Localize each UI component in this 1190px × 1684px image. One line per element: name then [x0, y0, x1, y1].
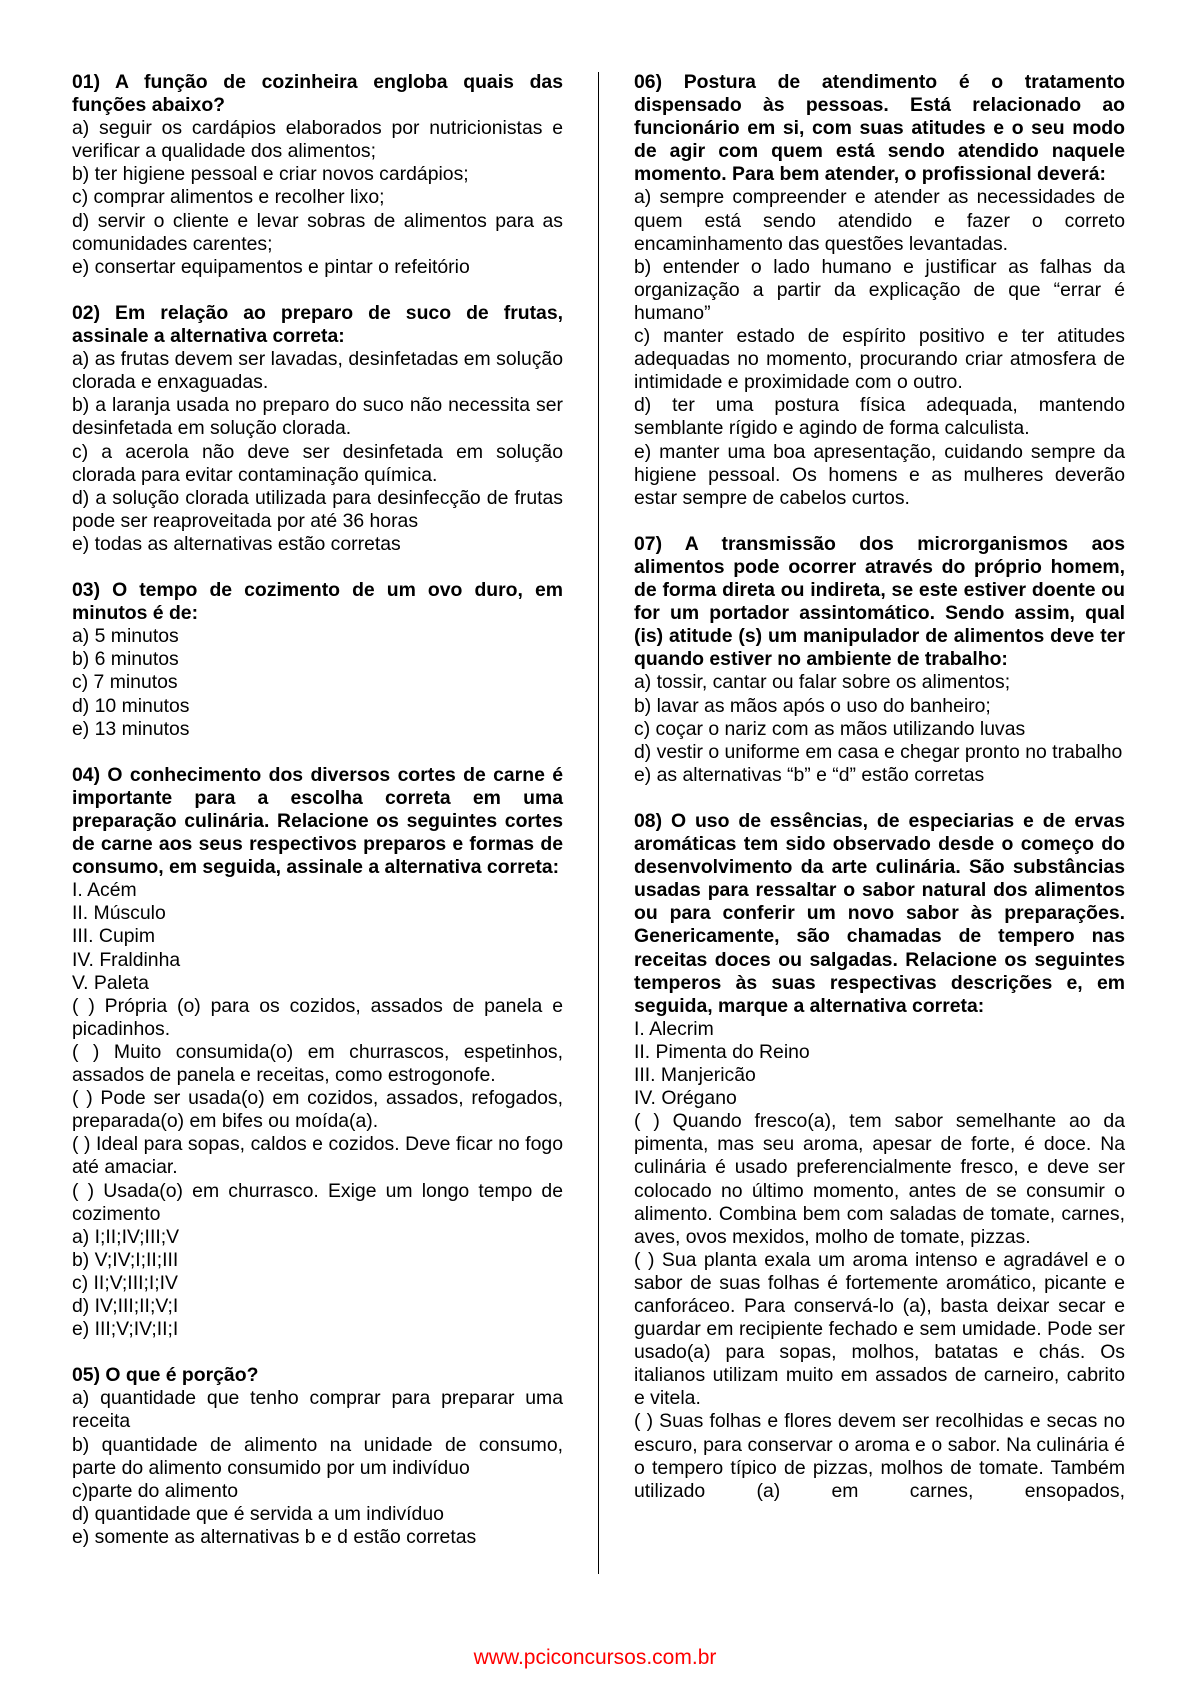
answer-line: a) as frutas devem ser lavadas, desinfetadas em solução clorada e enxaguadas.: [72, 348, 563, 394]
answer-line: ( ) Usada(o) em churrasco. Exige um longo tempo de cozimento: [72, 1179, 563, 1225]
answer-line: b) 6 minutos: [72, 648, 179, 671]
answer-line: a) quantidade que tenho comprar para preparar uma receita: [72, 1387, 563, 1433]
answer-line: c) coçar o nariz com as mãos utilizando luvas: [634, 717, 1026, 740]
answer-line: ( ) Quando fresco(a), tem sabor semelhante ao da pimenta, mas seu aroma, apesar de forte, é doce. Na culinária é usado preferencialmente fresco, e deve ser colocado no último momento, antes de se consumir o alimento. Combina bem com saladas de tomate, carnes, aves, ovos mexidos, molho de tomate, pizzas.: [634, 1110, 1125, 1248]
answer-line: c) a acerola não deve ser desinfetada em solução clorada para evitar contaminação química.: [72, 440, 563, 486]
answer-line: d) a solução clorada utilizada para desinfecção de frutas pode ser reaproveitada por até 36 horas: [72, 486, 563, 532]
answer-line: ( ) Suas folhas e flores devem ser recolhidas e secas no escuro, para conservar o aroma e o sabor. Na culinária é o tempero típico de pizzas, molhos de tomate. Também utilizado (a) em carnes, ensopados,: [634, 1410, 1125, 1502]
answer-line: a) I;II;IV;III;V: [72, 1225, 180, 1248]
question-stem: 03) O tempo de cozimento de um ovo duro, em minutos é de:: [72, 579, 563, 625]
answer-line: IV. Fraldinha: [72, 948, 181, 971]
answer-line: ( ) Muito consumida(o) em churrascos, espetinhos, assados de panela e receitas, como estrogonofe.: [72, 1040, 563, 1087]
answer-line: ( ) Ideal para sopas, caldos e cozidos. Deve ficar no fogo até amaciar.: [72, 1133, 563, 1179]
question-stem: 07) A transmissão dos microrganismos aos alimentos pode ocorrer através do próprio homem, de forma direta ou indireta, se este estiver doente ou for um portador assintomático. Sendo assim, qual (is) atitude (s) um manipulador de alimentos deve ter quando estiver no ambiente de trabalho:: [634, 532, 1125, 671]
answer-line: d) servir o cliente e levar sobras de alimentos para as comunidades carentes;: [72, 209, 563, 255]
question-stem: 08) O uso de essências, de especiarias e de ervas aromáticas tem sido observado desde o começo do desenvolvimento da arte culinária. São substâncias usadas para ressaltar o sabor natural dos alimentos ou para conferir um novo sabor às preparações. Genericamente, são chamadas de tempero nas receitas doces ou salgadas. Relacione os seguintes temperos às suas respectivas descrições e, em seguida, marque a alternativa correta:: [634, 810, 1125, 1017]
answer-line: e) III;V;IV;II;I: [72, 1318, 179, 1341]
answer-line: III. Cupim: [72, 925, 155, 948]
right-column: [634, 71, 1125, 1526]
answer-line: b) a laranja usada no preparo do suco não necessita ser desinfetada em solução clorada.: [72, 394, 563, 440]
question-block: [634, 810, 1125, 1503]
answer-line: ( ) Própria (o) para os cozidos, assados de panela e picadinhos.: [72, 994, 563, 1040]
answer-line: e) manter uma boa apresentação, cuidando sempre da higiene pessoal. Os homens e as mulheres deverão estar sempre de cabelos curtos.: [634, 440, 1125, 509]
question-block: [634, 71, 1125, 510]
answer-line: e) todas as alternativas estão corretas: [72, 532, 401, 555]
answer-line: b) V;IV;I;II;III: [72, 1248, 179, 1271]
question-stem: 01) A função de cozinheira engloba quais das funções abaixo?: [72, 71, 563, 117]
question-block: [72, 579, 563, 741]
answer-line: a) 5 minutos: [72, 625, 179, 648]
footer-url[interactable]: www.pciconcursos.com.br: [473, 1646, 717, 1669]
answer-line: e) as alternativas “b” e “d” estão corretas: [634, 763, 985, 786]
answer-line: c) II;V;III;I;IV: [72, 1271, 178, 1294]
question-block: [72, 1364, 563, 1549]
answer-line: a) sempre compreender e atender as necessidades de quem está sendo atendido e fazer o correto encaminhamento das questões levantadas.: [634, 186, 1125, 255]
answer-line: b) entender o lado humano e justificar as falhas da organização a partir da explicação de que “errar é humano”: [634, 255, 1125, 324]
answer-line: III. Manjericão: [634, 1064, 756, 1087]
answer-line: d) quantidade que é servida a um indivíduo: [72, 1502, 444, 1525]
answer-line: IV. Orégano: [634, 1087, 737, 1110]
column-divider: [598, 72, 599, 1574]
answer-line: I. Acém: [72, 879, 137, 902]
answer-line: c) manter estado de espírito positivo e ter atitudes adequadas no momento, procurando criar atmosfera de intimidade e proximidade com o outro.: [634, 325, 1125, 394]
question-stem: 06) Postura de atendimento é o tratamento dispensado às pessoas. Está relacionado ao funcionário em si, com suas atitudes e o seu modo de agir com quem está sendo atendido naquele momento. Para bem atender, o profissional deverá:: [634, 71, 1125, 186]
answer-line: b) ter higiene pessoal e criar novos cardápios;: [72, 163, 469, 186]
answer-line: II. Músculo: [72, 902, 166, 925]
answer-line: ( ) Pode ser usada(o) em cozidos, assados, refogados, preparada(o) em bifes ou moída(a).: [72, 1087, 563, 1133]
answer-line: a) tossir, cantar ou falar sobre os alimentos;: [634, 671, 1011, 694]
answer-line: e) consertar equipamentos e pintar o refeitório: [72, 255, 470, 278]
question-stem: 02) Em relação ao preparo de suco de frutas, assinale a alternativa correta:: [72, 301, 563, 348]
question-block: [72, 764, 563, 1341]
answer-line: V. Paleta: [72, 971, 149, 994]
question-stem: 04) O conhecimento dos diversos cortes de carne é importante para a escolha correta em uma preparação culinária. Relacione os seguintes cortes de carne aos seus respectivos preparos e formas de consumo, em seguida, assinale a alternativa correta:: [72, 763, 563, 879]
answer-line: c) 7 minutos: [72, 671, 178, 694]
answer-line: a) seguir os cardápios elaborados por nutricionistas e verificar a qualidade dos alimentos;: [72, 117, 563, 163]
answer-line: b) lavar as mãos após o uso do banheiro;: [634, 694, 991, 717]
answer-line: I. Alecrim: [634, 1017, 714, 1040]
answer-line: e) 13 minutos: [72, 717, 190, 740]
question-block: [634, 533, 1125, 787]
answer-line: c) comprar alimentos e recolher lixo;: [72, 186, 385, 209]
left-column: [72, 71, 563, 1572]
answer-line: II. Pimenta do Reino: [634, 1040, 810, 1063]
answer-line: b) quantidade de alimento na unidade de consumo, parte do alimento consumido por um indivíduo: [72, 1433, 563, 1479]
answer-line: d) vestir o uniforme em casa e chegar pronto no trabalho: [634, 740, 1123, 763]
question-block: [72, 302, 563, 556]
answer-line: d) 10 minutos: [72, 694, 190, 717]
answer-line: ( ) Sua planta exala um aroma intenso e agradável e o sabor de suas folhas é fortemente aromático, picante e canforáceo. Para conservá-lo (a), basta deixar secar e guardar em recipiente fechado e sem umidade. Pode ser usado(a) para sopas, molhos, batatas e chás. Os italianos utilizam muito em assados de carneiro, cabrito e vitela.: [634, 1248, 1125, 1410]
answer-line: d) ter uma postura física adequada, mantendo semblante rígido e agindo de forma calculista.: [634, 394, 1125, 440]
question-stem: 05) O que é porção?: [72, 1364, 259, 1387]
answer-line: e) somente as alternativas b e d estão corretas: [72, 1525, 477, 1548]
question-block: [72, 71, 563, 279]
answer-line: c)parte do alimento: [72, 1479, 238, 1502]
answer-line: d) IV;III;II;V;I: [72, 1294, 179, 1317]
